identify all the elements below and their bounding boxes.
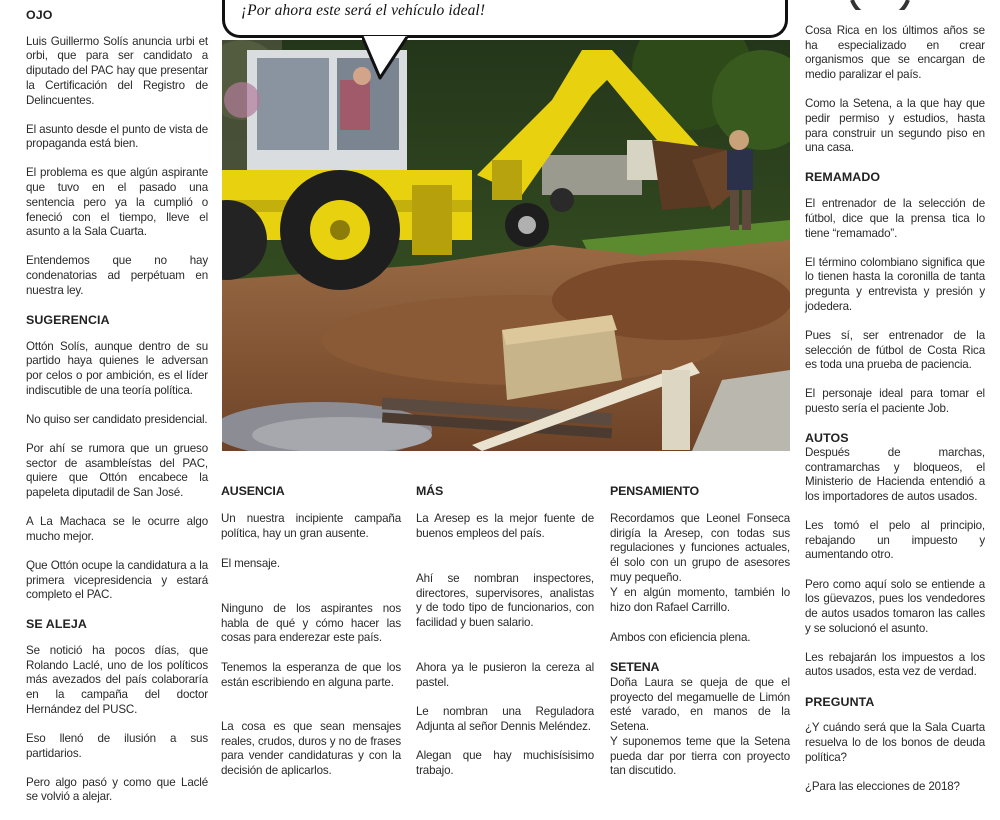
setena-paragraph-2: Y suponemos teme que la Setena pueda dar por tierra con proyecto tan discutido. (610, 735, 790, 778)
autos-paragraph-2: Les tomó el pelo al principio, rebajando un impuesto y aumentando otro. (805, 519, 985, 562)
sugerencia-paragraph-2: No quiso ser candidato presidencial. (26, 412, 208, 426)
backhoe-photo (222, 40, 790, 451)
sugerencia-paragraph-3: Por ahí se rumora que un grueso sector de asambleístas del PAC, quiere que Ottón encabece la papeleta diputadil de San José. (26, 441, 208, 499)
heading-pensamiento: PENSAMIENTO (610, 484, 699, 498)
ojo-paragraph-3: El problema es que algún aspirante que tuvo en el pasado una sentencia pero ya la cumplió o feneció con el tiempo, lleve el asunto a la Sala Cuarta. (26, 166, 208, 239)
mas-paragraph-1: La Aresep es la mejor fuente de buenos empleos del país. (416, 512, 594, 540)
pensamiento-paragraph-2: Y en algún momento, también lo hizo don Rafael Carrillo. (610, 586, 790, 614)
ausencia-paragraph-5: La cosa es que sean mensajes reales, crudos, duros y no de frases para vender candidaturas y con la decisión de aplicarlos. (221, 720, 401, 778)
left-column (26, 8, 208, 820)
heading-ausencia: AUSENCIA (221, 484, 285, 498)
pregunta-paragraph-1: ¿Y cuándo será que la Sala Cuarta resuelva lo de los bonos de deuda política? (805, 721, 985, 764)
speech-bubble (222, 0, 788, 38)
se-aleja-paragraph-1: Se notició ha pocos días, que Rolando Laclé, uno de los políticos más avezados del país colaboraría en la campaña del doctor Hernández del PUSC. (26, 644, 208, 716)
se-aleja-paragraph-2: Eso llenó de ilusión a sus partidarios. (26, 731, 208, 760)
heading-ojo: OJO (26, 8, 53, 22)
corner-decoration (850, 0, 910, 10)
autos-paragraph-3: Pero como aquí solo se entiende a los güevazos, pues los vendedores de autos usados tomaron las calles y se solucionó el asunto. (805, 577, 985, 635)
heading-sugerencia: SUGERENCIA (26, 312, 110, 327)
autos-paragraph-4: Les rebajarán los impuestos a los autos usados, esta vez de verdad. (805, 650, 985, 679)
remamado-paragraph-4: El personaje ideal para tomar el puesto sería el paciente Job. (805, 387, 985, 416)
remamado-paragraph-1: El entrenador de la selección de fútbol, dice que la prensa tica lo tiene “remamado”. (805, 197, 985, 240)
heading-remamado: REMAMADO (805, 170, 881, 185)
mas-paragraph-4: Le nombran una Reguladora Adjunta al señor Dennis Meléndez. (416, 705, 594, 733)
pregunta-paragraph-2: ¿Para las elecciones de 2018? (805, 779, 960, 793)
autos-paragraph-1: Después de marchas, contramarchas y bloqueos, el Ministerio de Hacienda entendió a los importadores de autos usados. (805, 445, 985, 503)
bubble-caption: ¡Por ahora este será el vehículo ideal! (241, 2, 486, 19)
sugerencia-paragraph-1: Ottón Solís, aunque dentro de su partido haya quienes le adversan por celos o por ambición, es el líder indiscutible de una teoría política. (26, 339, 208, 397)
intro-paragraph-1: Cosa Rica en los últimos años se ha especializado en crear organismos que se encargan de medio paralizar el país. (805, 24, 985, 82)
heading-autos: AUTOS (805, 431, 849, 446)
ausencia-paragraph-4: Tenemos la esperanza de que los están escribiendo en alguna parte. (221, 661, 401, 689)
heading-setena: SETENA (610, 660, 660, 674)
heading-mas: MÁS (416, 484, 444, 498)
backhoe-illustration (222, 40, 790, 451)
ausencia-paragraph-1: Un nuestra incipiente campaña política, hay un gran ausente. (221, 512, 401, 540)
ojo-paragraph-2: El asunto desde el punto de vista de propaganda está bien. (26, 122, 208, 151)
mas-paragraph-2: Ahí se nombran inspectores, directores, supervisores, analistas y de todo tipo de funcionarios, con facilidad y buen salario. (416, 572, 594, 630)
ausencia-paragraph-2: El mensaje. (221, 557, 280, 570)
sugerencia-paragraph-4: A La Machaca se le ocurre algo mucho mejor. (26, 515, 208, 543)
heading-se-aleja: SE ALEJA (26, 617, 87, 632)
mas-column (416, 484, 594, 794)
mas-paragraph-3: Ahora ya le pusieron la cereza al pastel. (416, 661, 594, 689)
ausencia-paragraph-3: Ninguno de los aspirantes nos habla de qué y cómo hacer las cosas para enderezar este país. (221, 602, 401, 645)
pensamiento-column (610, 484, 790, 794)
pensamiento-paragraph-1: Recordamos que Leonel Fonseca dirigía la Aresep, con todas sus regulaciones y funciones actuales, él solo con un grupo de asesores muy pequeño. (610, 512, 790, 584)
remamado-paragraph-3: Pues sí, ser entrenador de la selección de fútbol de Costa Rica es toda una prueba de paciencia. (805, 328, 985, 372)
ausencia-column (221, 484, 401, 794)
remamado-paragraph-2: El término colombiano significa que lo tienen hasta la coronilla de tanta pregunta y entrevista y presión y jodedera. (805, 255, 985, 313)
setena-paragraph-1: Doña Laura se queja de que el proyecto del megamuelle de Limón esté varado, en manos de la Setena. (610, 676, 790, 734)
ojo-paragraph-1: Luis Guillermo Solís anuncia urbi et orbi, que para ser candidato a diputado del PAC hay que presentar la Certificación del Registro de Delincuentes. (26, 34, 208, 107)
heading-pregunta: PREGUNTA (805, 694, 875, 709)
right-column (805, 24, 985, 809)
speech-bubble-tail (362, 36, 422, 81)
mas-paragraph-5: Alegan que hay muchisísisimo trabajo. (416, 749, 594, 777)
se-aleja-paragraph-3: Pero algo pasó y como que Laclé se volvió a alejar. (26, 775, 208, 804)
sugerencia-paragraph-5: Que Ottón ocupe la candidatura a la primera vicepresidencia y estará completo el PAC. (26, 558, 208, 602)
intro-paragraph-2: Como la Setena, a la que hay que pedir permiso y estudios, hasta para construir un segundo piso en una casa. (805, 97, 985, 155)
ojo-paragraph-4: Entendemos que no hay condenatorias ad perpétuam en nuestra ley. (26, 254, 208, 297)
pensamiento-paragraph-3: Ambos con eficiencia plena. (610, 631, 751, 644)
